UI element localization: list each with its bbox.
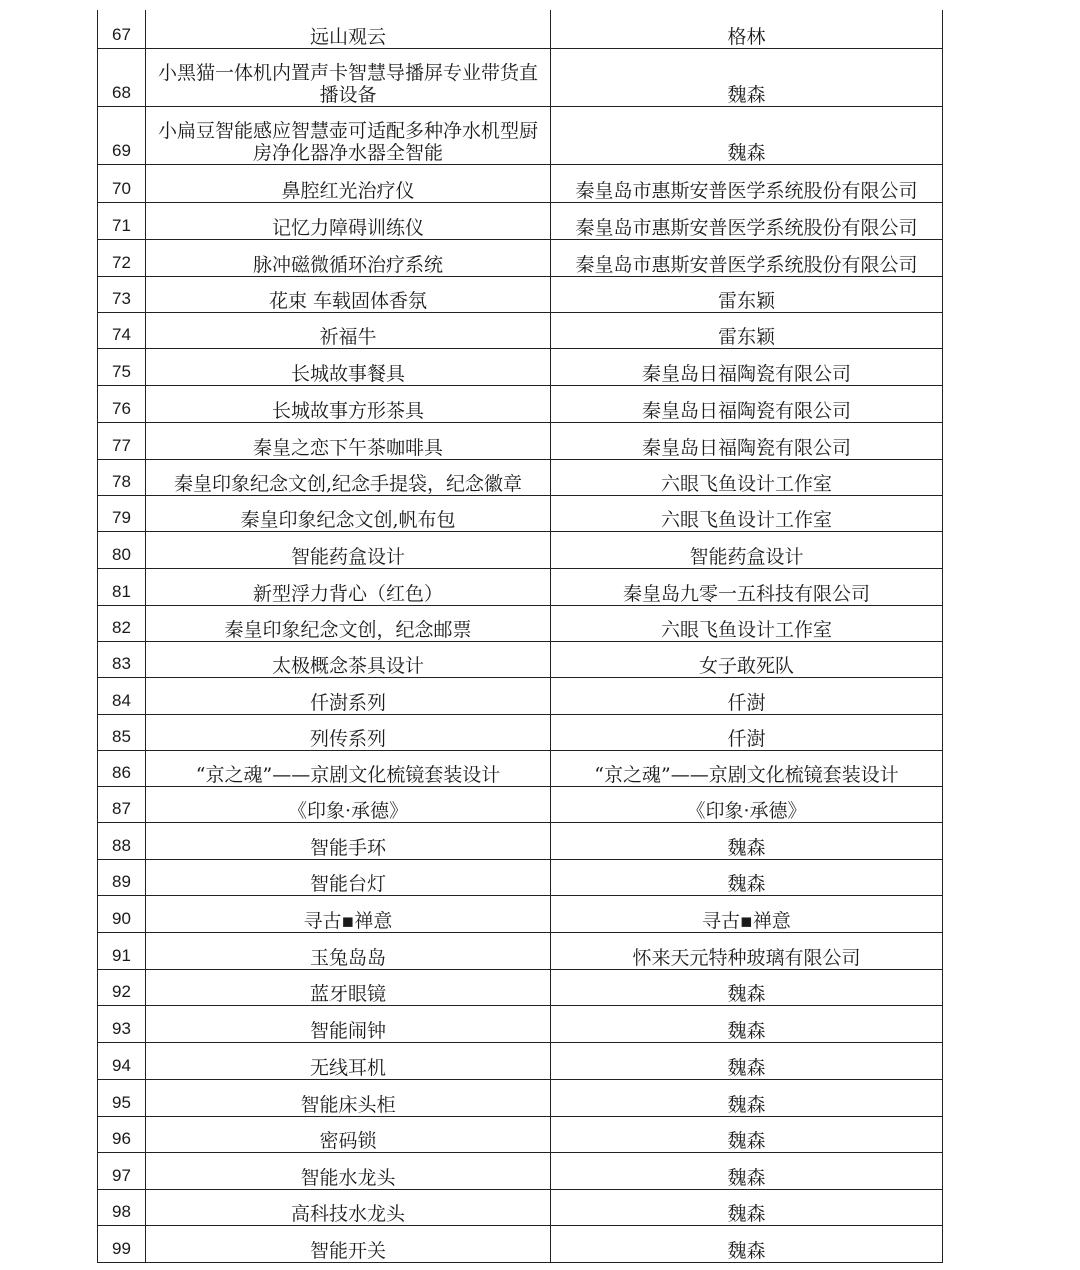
table-row <box>98 531 943 568</box>
table-row <box>98 239 943 276</box>
table-row <box>98 1116 943 1152</box>
product-name-cell: 新型浮力背心（红色） <box>146 568 551 605</box>
table-row <box>98 1152 943 1189</box>
entrant-cell: 魏森 <box>551 1116 943 1152</box>
table-row <box>98 202 943 239</box>
product-name-cell: 脉冲磁微循环治疗系统 <box>146 239 551 276</box>
product-name-cell: 仟澍系列 <box>146 677 551 714</box>
product-name-cell: 远山观云 <box>146 10 551 48</box>
row-number-cell: 93 <box>98 1005 146 1042</box>
product-name-cell: 小黑猫一体机内置声卡智慧导播屏专业带货直播设备 <box>146 48 551 106</box>
product-name-cell: 智能闹钟 <box>146 1005 551 1042</box>
table-row <box>98 459 943 495</box>
row-number-cell: 82 <box>98 605 146 641</box>
entrant-cell: 女子敢死队 <box>551 641 943 677</box>
row-number-cell: 87 <box>98 786 146 822</box>
product-name-cell: “京之魂”——京剧文化梳镜套装设计 <box>146 750 551 786</box>
product-name-cell: 花束 车载固体香氛 <box>146 276 551 312</box>
row-number-cell: 86 <box>98 750 146 786</box>
entries-table-body <box>98 10 943 1262</box>
entrant-cell: 六眼飞鱼设计工作室 <box>551 495 943 531</box>
entrant-cell: 六眼飞鱼设计工作室 <box>551 605 943 641</box>
table-row <box>98 10 943 48</box>
table-row <box>98 641 943 677</box>
entrant-cell: 格林 <box>551 10 943 48</box>
product-name-cell: 高科技水龙头 <box>146 1189 551 1225</box>
product-name-cell: 密码锁 <box>146 1116 551 1152</box>
table-row <box>98 786 943 822</box>
product-name-cell: 无线耳机 <box>146 1042 551 1079</box>
table-row <box>98 276 943 312</box>
table-row <box>98 422 943 459</box>
entrant-cell: 秦皇岛日福陶瓷有限公司 <box>551 385 943 422</box>
row-number-cell: 96 <box>98 1116 146 1152</box>
entrant-cell: 雷东颖 <box>551 312 943 348</box>
product-name-cell: 太极概念茶具设计 <box>146 641 551 677</box>
entrant-cell: 魏森 <box>551 1042 943 1079</box>
product-name-cell: 智能开关 <box>146 1225 551 1262</box>
row-number-cell: 89 <box>98 859 146 895</box>
product-name-cell: 鼻腔红光治疗仪 <box>146 164 551 202</box>
product-name-cell: 智能水龙头 <box>146 1152 551 1189</box>
table-row <box>98 312 943 348</box>
entrant-cell: 仟澍 <box>551 714 943 750</box>
product-name-cell: 秦皇印象纪念文创,帆布包 <box>146 495 551 531</box>
table-row <box>98 48 943 106</box>
product-name-cell: 列传系列 <box>146 714 551 750</box>
row-number-cell: 94 <box>98 1042 146 1079</box>
entrant-cell: 魏森 <box>551 1079 943 1116</box>
entrant-cell: 魏森 <box>551 48 943 106</box>
product-name-cell: 蓝牙眼镜 <box>146 969 551 1005</box>
product-name-cell: 寻古▪禅意 <box>146 895 551 932</box>
table-row <box>98 568 943 605</box>
entrant-cell: 六眼飞鱼设计工作室 <box>551 459 943 495</box>
row-number-cell: 72 <box>98 239 146 276</box>
row-number-cell: 81 <box>98 568 146 605</box>
row-number-cell: 92 <box>98 969 146 1005</box>
row-number-cell: 80 <box>98 531 146 568</box>
entrant-cell: 秦皇岛市惠斯安普医学系统股份有限公司 <box>551 239 943 276</box>
table-row <box>98 969 943 1005</box>
product-name-cell: 秦皇印象纪念文创,纪念手提袋，纪念徽章 <box>146 459 551 495</box>
entrant-cell: 秦皇岛市惠斯安普医学系统股份有限公司 <box>551 164 943 202</box>
row-number-cell: 78 <box>98 459 146 495</box>
table-row <box>98 385 943 422</box>
entrant-cell: 魏森 <box>551 106 943 164</box>
entrant-cell: 秦皇岛市惠斯安普医学系统股份有限公司 <box>551 202 943 239</box>
table-row <box>98 495 943 531</box>
row-number-cell: 70 <box>98 164 146 202</box>
table-row <box>98 106 943 164</box>
product-name-cell: 《印象·承德》 <box>146 786 551 822</box>
product-name-cell: 记忆力障碍训练仪 <box>146 202 551 239</box>
entrant-cell: 魏森 <box>551 859 943 895</box>
row-number-cell: 77 <box>98 422 146 459</box>
table-row <box>98 164 943 202</box>
row-number-cell: 83 <box>98 641 146 677</box>
row-number-cell: 74 <box>98 312 146 348</box>
entrant-cell: 《印象·承德》 <box>551 786 943 822</box>
row-number-cell: 68 <box>98 48 146 106</box>
product-name-cell: 智能床头柜 <box>146 1079 551 1116</box>
row-number-cell: 79 <box>98 495 146 531</box>
table-row <box>98 750 943 786</box>
entrant-cell: “京之魂”——京剧文化梳镜套装设计 <box>551 750 943 786</box>
table-row <box>98 895 943 932</box>
entrant-cell: 秦皇岛日福陶瓷有限公司 <box>551 422 943 459</box>
table-row <box>98 932 943 969</box>
row-number-cell: 91 <box>98 932 146 969</box>
table-row <box>98 605 943 641</box>
table-row <box>98 677 943 714</box>
row-number-cell: 67 <box>98 10 146 48</box>
entrant-cell: 魏森 <box>551 822 943 859</box>
table-row <box>98 1189 943 1225</box>
entrant-cell: 怀来天元特种玻璃有限公司 <box>551 932 943 969</box>
row-number-cell: 98 <box>98 1189 146 1225</box>
row-number-cell: 90 <box>98 895 146 932</box>
entrant-cell: 秦皇岛日福陶瓷有限公司 <box>551 348 943 385</box>
entrant-cell: 魏森 <box>551 1152 943 1189</box>
product-name-cell: 智能手环 <box>146 822 551 859</box>
entrant-cell: 寻古▪禅意 <box>551 895 943 932</box>
row-number-cell: 88 <box>98 822 146 859</box>
table-row <box>98 1079 943 1116</box>
table-row <box>98 1005 943 1042</box>
table-row <box>98 1042 943 1079</box>
entrant-cell: 魏森 <box>551 1225 943 1262</box>
row-number-cell: 84 <box>98 677 146 714</box>
product-name-cell: 智能药盒设计 <box>146 531 551 568</box>
table-row <box>98 714 943 750</box>
product-name-cell: 小扁豆智能感应智慧壶可适配多种净水机型厨房净化器净水器全智能 <box>146 106 551 164</box>
row-number-cell: 69 <box>98 106 146 164</box>
product-name-cell: 长城故事方形茶具 <box>146 385 551 422</box>
product-name-cell: 玉兔岛岛 <box>146 932 551 969</box>
product-name-cell: 智能台灯 <box>146 859 551 895</box>
entrant-cell: 雷东颖 <box>551 276 943 312</box>
table-row <box>98 348 943 385</box>
table-row <box>98 822 943 859</box>
row-number-cell: 76 <box>98 385 146 422</box>
entrant-cell: 仟澍 <box>551 677 943 714</box>
product-name-cell: 祈福牛 <box>146 312 551 348</box>
row-number-cell: 71 <box>98 202 146 239</box>
entrant-cell: 秦皇岛九零一五科技有限公司 <box>551 568 943 605</box>
product-name-cell: 秦皇之恋下午茶咖啡具 <box>146 422 551 459</box>
product-name-cell: 长城故事餐具 <box>146 348 551 385</box>
table-row <box>98 859 943 895</box>
row-number-cell: 85 <box>98 714 146 750</box>
row-number-cell: 95 <box>98 1079 146 1116</box>
product-name-cell: 秦皇印象纪念文创，纪念邮票 <box>146 605 551 641</box>
entries-table <box>97 10 943 1263</box>
row-number-cell: 73 <box>98 276 146 312</box>
row-number-cell: 97 <box>98 1152 146 1189</box>
entrant-cell: 魏森 <box>551 1005 943 1042</box>
entrant-cell: 魏森 <box>551 969 943 1005</box>
row-number-cell: 75 <box>98 348 146 385</box>
entrant-cell: 魏森 <box>551 1189 943 1225</box>
entrant-cell: 智能药盒设计 <box>551 531 943 568</box>
table-row <box>98 1225 943 1262</box>
row-number-cell: 99 <box>98 1225 146 1262</box>
